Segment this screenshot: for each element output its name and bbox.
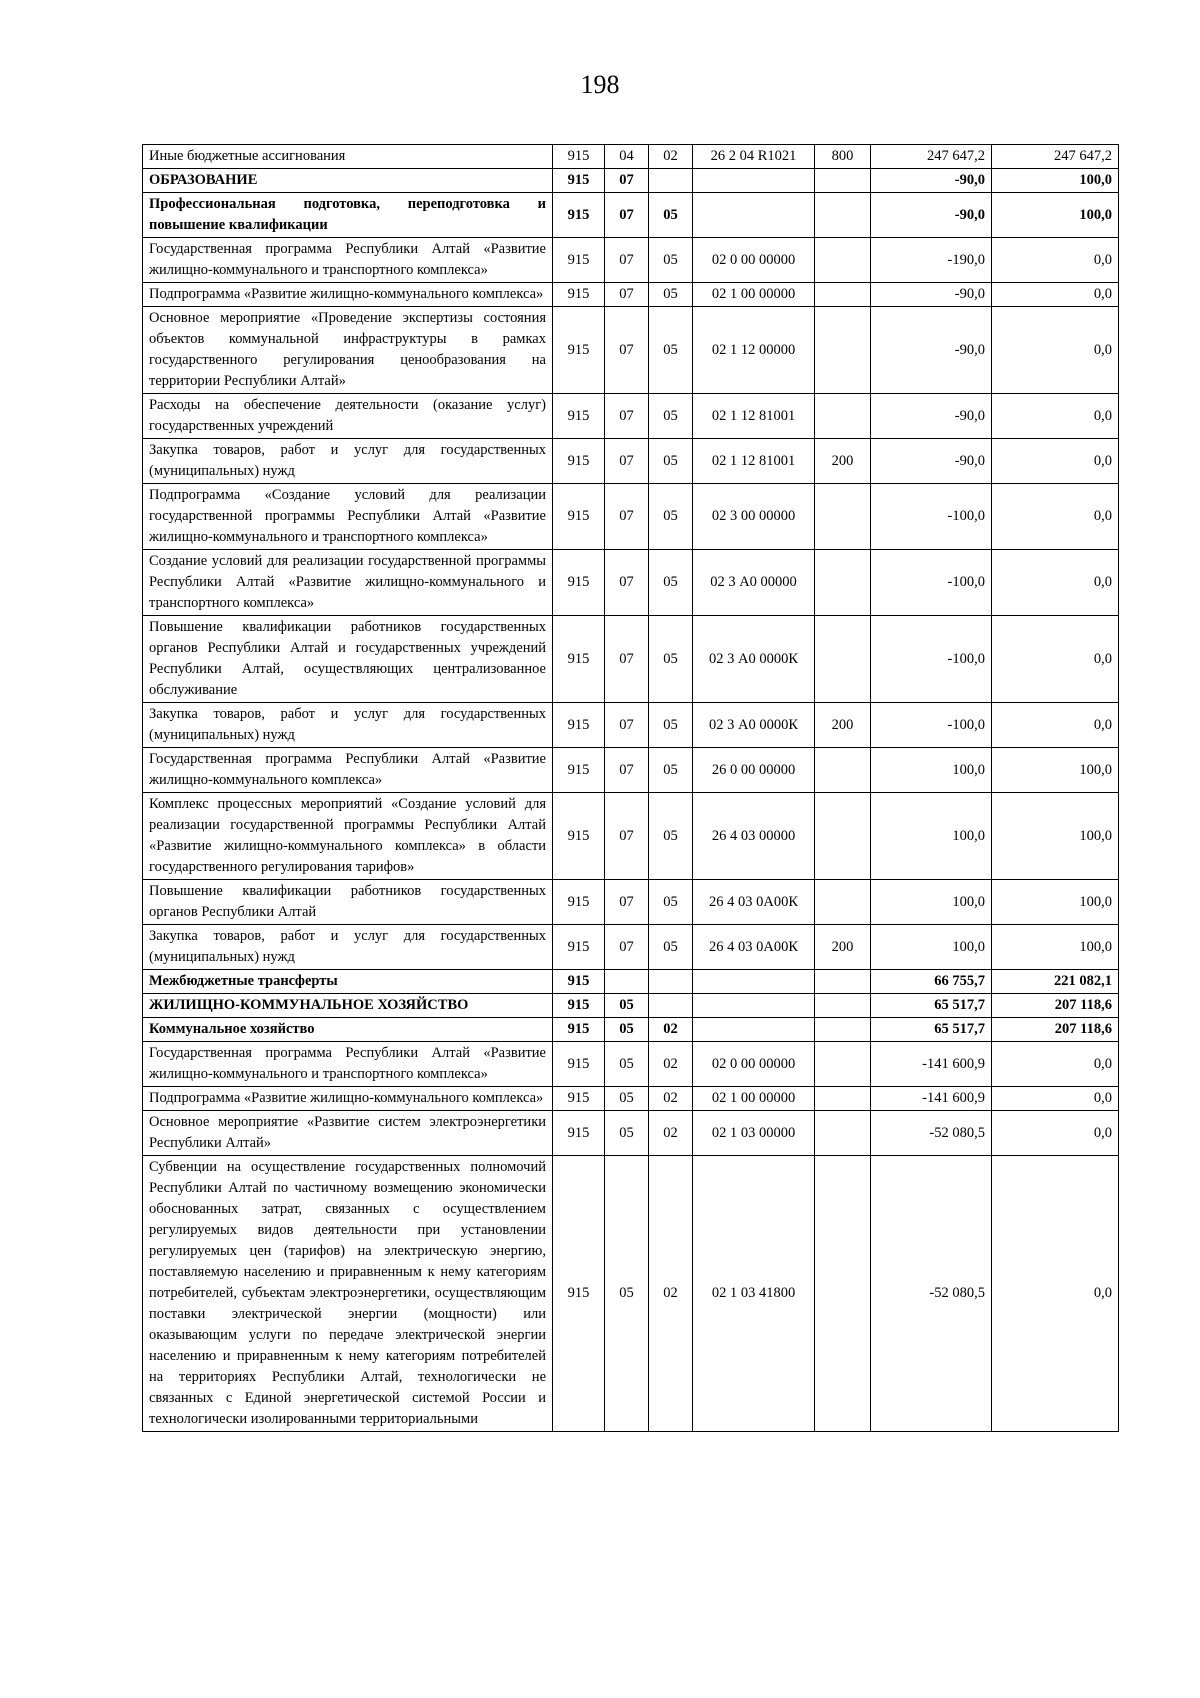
cell-subsection: 02 xyxy=(649,1018,693,1042)
cell-section: 05 xyxy=(605,994,649,1018)
cell-amount-2: 0,0 xyxy=(992,439,1119,484)
row-name: Основное мероприятие «Проведение экспертизы состояния объектов коммунальной инфраструктуры в рамках государственного регулирования ценообразования на территории Республики Алтай» xyxy=(143,307,553,394)
cell-amount-2: 0,0 xyxy=(992,616,1119,703)
cell-target-article xyxy=(693,1018,815,1042)
cell-subsection xyxy=(649,994,693,1018)
table-row xyxy=(143,307,1119,394)
cell-amount-1: -100,0 xyxy=(871,550,992,616)
cell-section: 07 xyxy=(605,283,649,307)
page-number: 198 xyxy=(580,70,620,99)
cell-section: 04 xyxy=(605,145,649,169)
table-row xyxy=(143,748,1119,793)
cell-amount-1: 100,0 xyxy=(871,880,992,925)
cell-expense-type xyxy=(815,1156,871,1432)
cell-target-article xyxy=(693,970,815,994)
cell-amount-2: 221 082,1 xyxy=(992,970,1119,994)
cell-expense-type xyxy=(815,283,871,307)
cell-amount-2: 247 647,2 xyxy=(992,145,1119,169)
row-name: Расходы на обеспечение деятельности (оказание услуг) государственных учреждений xyxy=(143,394,553,439)
row-name: Иные бюджетные ассигнования xyxy=(143,145,553,169)
row-name: Основное мероприятие «Развитие систем электроэнергетики Республики Алтай» xyxy=(143,1111,553,1156)
cell-subsection: 05 xyxy=(649,439,693,484)
cell-target-article: 02 3 А0 0000К xyxy=(693,616,815,703)
cell-amount-1: -100,0 xyxy=(871,703,992,748)
cell-subsection: 05 xyxy=(649,880,693,925)
cell-expense-type xyxy=(815,169,871,193)
cell-amount-1: 65 517,7 xyxy=(871,994,992,1018)
cell-ved: 915 xyxy=(553,145,605,169)
row-name: ОБРАЗОВАНИЕ xyxy=(143,169,553,193)
cell-subsection: 05 xyxy=(649,925,693,970)
cell-amount-2: 207 118,6 xyxy=(992,994,1119,1018)
cell-amount-1: 100,0 xyxy=(871,925,992,970)
cell-amount-2: 100,0 xyxy=(992,748,1119,793)
cell-section: 07 xyxy=(605,394,649,439)
cell-ved: 915 xyxy=(553,748,605,793)
cell-subsection: 05 xyxy=(649,793,693,880)
cell-amount-1: -141 600,9 xyxy=(871,1042,992,1087)
cell-expense-type: 200 xyxy=(815,703,871,748)
row-name: Государственная программа Республики Алтай «Развитие жилищно-коммунального и транспортного комплекса» xyxy=(143,238,553,283)
cell-ved: 915 xyxy=(553,970,605,994)
cell-expense-type xyxy=(815,748,871,793)
cell-subsection: 05 xyxy=(649,283,693,307)
cell-section: 07 xyxy=(605,193,649,238)
row-name: Создание условий для реализации государственной программы Республики Алтай «Развитие жилищно-коммунального и транспортного комплекса» xyxy=(143,550,553,616)
cell-amount-2: 100,0 xyxy=(992,193,1119,238)
cell-section: 07 xyxy=(605,238,649,283)
cell-amount-2: 100,0 xyxy=(992,169,1119,193)
cell-ved: 915 xyxy=(553,925,605,970)
cell-expense-type xyxy=(815,1018,871,1042)
table-row xyxy=(143,1156,1119,1432)
row-name: Коммунальное хозяйство xyxy=(143,1018,553,1042)
table-row xyxy=(143,970,1119,994)
cell-amount-1: -100,0 xyxy=(871,484,992,550)
cell-subsection: 02 xyxy=(649,145,693,169)
cell-expense-type xyxy=(815,970,871,994)
row-name: Подпрограмма «Создание условий для реализации государственной программы Республики Алтай «Развитие жилищно-коммунального и транспортного комплекса» xyxy=(143,484,553,550)
cell-ved: 915 xyxy=(553,169,605,193)
cell-expense-type: 200 xyxy=(815,925,871,970)
table-row xyxy=(143,484,1119,550)
cell-target-article: 02 1 12 81001 xyxy=(693,439,815,484)
table-row xyxy=(143,1111,1119,1156)
cell-amount-1: -90,0 xyxy=(871,394,992,439)
table-row xyxy=(143,994,1119,1018)
cell-expense-type xyxy=(815,616,871,703)
cell-target-article: 02 1 12 81001 xyxy=(693,394,815,439)
row-name: Закупка товаров, работ и услуг для государственных (муниципальных) нужд xyxy=(143,439,553,484)
cell-target-article: 02 3 А0 0000К xyxy=(693,703,815,748)
table-row xyxy=(143,283,1119,307)
cell-subsection: 02 xyxy=(649,1111,693,1156)
table-body xyxy=(143,145,1119,1432)
row-name: Подпрограмма «Развитие жилищно-коммунального комплекса» xyxy=(143,283,553,307)
row-name: Подпрограмма «Развитие жилищно-коммунального комплекса» xyxy=(143,1087,553,1111)
cell-amount-1: 100,0 xyxy=(871,748,992,793)
cell-amount-1: -141 600,9 xyxy=(871,1087,992,1111)
cell-target-article xyxy=(693,994,815,1018)
cell-amount-1: 100,0 xyxy=(871,793,992,880)
cell-ved: 915 xyxy=(553,1111,605,1156)
cell-expense-type xyxy=(815,484,871,550)
cell-subsection: 05 xyxy=(649,307,693,394)
row-name: Закупка товаров, работ и услуг для государственных (муниципальных) нужд xyxy=(143,925,553,970)
table-row xyxy=(143,616,1119,703)
cell-expense-type xyxy=(815,394,871,439)
cell-section: 07 xyxy=(605,748,649,793)
cell-ved: 915 xyxy=(553,994,605,1018)
cell-subsection: 02 xyxy=(649,1042,693,1087)
cell-amount-2: 0,0 xyxy=(992,1087,1119,1111)
cell-target-article: 26 4 03 0А00К xyxy=(693,925,815,970)
cell-section: 07 xyxy=(605,925,649,970)
cell-target-article: 26 0 00 00000 xyxy=(693,748,815,793)
cell-ved: 915 xyxy=(553,193,605,238)
cell-ved: 915 xyxy=(553,880,605,925)
cell-ved: 915 xyxy=(553,1018,605,1042)
table-row xyxy=(143,1042,1119,1087)
cell-amount-1: -90,0 xyxy=(871,307,992,394)
cell-amount-2: 0,0 xyxy=(992,703,1119,748)
table-row xyxy=(143,169,1119,193)
cell-section: 05 xyxy=(605,1087,649,1111)
cell-target-article xyxy=(693,193,815,238)
cell-amount-1: 247 647,2 xyxy=(871,145,992,169)
cell-section: 05 xyxy=(605,1042,649,1087)
cell-expense-type xyxy=(815,1111,871,1156)
row-name: Закупка товаров, работ и услуг для государственных (муниципальных) нужд xyxy=(143,703,553,748)
cell-subsection xyxy=(649,169,693,193)
cell-amount-2: 100,0 xyxy=(992,793,1119,880)
cell-subsection: 05 xyxy=(649,238,693,283)
row-name: Профессиональная подготовка, переподготовка и повышение квалификации xyxy=(143,193,553,238)
cell-ved: 915 xyxy=(553,307,605,394)
cell-section: 05 xyxy=(605,1111,649,1156)
cell-target-article: 02 1 03 41800 xyxy=(693,1156,815,1432)
table-row xyxy=(143,1018,1119,1042)
cell-ved: 915 xyxy=(553,283,605,307)
cell-ved: 915 xyxy=(553,616,605,703)
cell-target-article: 02 1 12 00000 xyxy=(693,307,815,394)
cell-section: 07 xyxy=(605,484,649,550)
cell-target-article: 02 0 00 00000 xyxy=(693,1042,815,1087)
row-name: ЖИЛИЩНО-КОММУНАЛЬНОЕ ХОЗЯЙСТВО xyxy=(143,994,553,1018)
cell-amount-1: -90,0 xyxy=(871,283,992,307)
cell-expense-type xyxy=(815,238,871,283)
cell-expense-type xyxy=(815,307,871,394)
cell-amount-1: -90,0 xyxy=(871,169,992,193)
table-row xyxy=(143,880,1119,925)
row-name: Повышение квалификации работников государственных органов Республики Алтай xyxy=(143,880,553,925)
cell-amount-2: 0,0 xyxy=(992,1111,1119,1156)
cell-amount-2: 100,0 xyxy=(992,925,1119,970)
table-row xyxy=(143,145,1119,169)
cell-amount-1: -52 080,5 xyxy=(871,1156,992,1432)
cell-section: 05 xyxy=(605,1018,649,1042)
cell-ved: 915 xyxy=(553,238,605,283)
cell-target-article: 02 0 00 00000 xyxy=(693,238,815,283)
cell-subsection: 05 xyxy=(649,748,693,793)
row-name: Субвенции на осуществление государственных полномочий Республики Алтай по частичному возмещению экономически обоснованных затрат, связанных с осуществлением регулируемых видов деятельности при установлении регулируемых цен (тарифов) на электрическую энергию, поставляемую населению и приравненным к нему категориям потребителей, субъектам электроэнергетики, осуществляющим поставки электрической энергии (мощности) или оказывающим услуги по передаче электрической энергии населению и приравненным к нему категориям потребителей на территориях Республики Алтай, технологически не связанных с Единой энергетической системой России и технологически изолированными территориальными xyxy=(143,1156,553,1432)
cell-amount-1: -90,0 xyxy=(871,439,992,484)
cell-subsection xyxy=(649,970,693,994)
row-name: Государственная программа Республики Алтай «Развитие жилищно-коммунального комплекса» xyxy=(143,748,553,793)
cell-target-article xyxy=(693,169,815,193)
cell-section: 07 xyxy=(605,169,649,193)
cell-ved: 915 xyxy=(553,793,605,880)
cell-ved: 915 xyxy=(553,484,605,550)
cell-section: 07 xyxy=(605,307,649,394)
cell-ved: 915 xyxy=(553,550,605,616)
cell-expense-type xyxy=(815,1042,871,1087)
cell-amount-1: -90,0 xyxy=(871,193,992,238)
cell-ved: 915 xyxy=(553,439,605,484)
cell-amount-2: 0,0 xyxy=(992,394,1119,439)
cell-subsection: 02 xyxy=(649,1087,693,1111)
cell-target-article: 26 2 04 R1021 xyxy=(693,145,815,169)
cell-amount-1: -52 080,5 xyxy=(871,1111,992,1156)
table-row xyxy=(143,193,1119,238)
cell-section: 05 xyxy=(605,1156,649,1432)
cell-subsection: 05 xyxy=(649,193,693,238)
cell-section: 07 xyxy=(605,616,649,703)
cell-ved: 915 xyxy=(553,703,605,748)
cell-expense-type: 200 xyxy=(815,439,871,484)
cell-amount-2: 0,0 xyxy=(992,238,1119,283)
cell-expense-type: 800 xyxy=(815,145,871,169)
cell-section: 07 xyxy=(605,439,649,484)
cell-amount-2: 0,0 xyxy=(992,283,1119,307)
cell-section: 07 xyxy=(605,880,649,925)
cell-amount-2: 0,0 xyxy=(992,307,1119,394)
cell-amount-2: 0,0 xyxy=(992,550,1119,616)
cell-expense-type xyxy=(815,1087,871,1111)
table-row xyxy=(143,238,1119,283)
table-row xyxy=(143,1087,1119,1111)
cell-section: 07 xyxy=(605,703,649,748)
cell-section: 07 xyxy=(605,550,649,616)
cell-amount-2: 207 118,6 xyxy=(992,1018,1119,1042)
cell-target-article: 02 1 00 00000 xyxy=(693,1087,815,1111)
cell-subsection: 05 xyxy=(649,484,693,550)
cell-amount-1: -100,0 xyxy=(871,616,992,703)
cell-subsection: 05 xyxy=(649,703,693,748)
cell-amount-1: 66 755,7 xyxy=(871,970,992,994)
cell-amount-2: 0,0 xyxy=(992,1042,1119,1087)
row-name: Комплекс процессных мероприятий «Создание условий для реализации государственной программы Республики Алтай «Развитие жилищно-коммунального комплекса» в области государственного регулирования тарифов» xyxy=(143,793,553,880)
cell-expense-type xyxy=(815,994,871,1018)
cell-ved: 915 xyxy=(553,1156,605,1432)
cell-subsection: 05 xyxy=(649,616,693,703)
cell-amount-2: 100,0 xyxy=(992,880,1119,925)
cell-amount-1: 65 517,7 xyxy=(871,1018,992,1042)
row-name: Государственная программа Республики Алтай «Развитие жилищно-коммунального и транспортного комплекса» xyxy=(143,1042,553,1087)
cell-subsection: 05 xyxy=(649,550,693,616)
cell-target-article: 26 4 03 00000 xyxy=(693,793,815,880)
cell-ved: 915 xyxy=(553,394,605,439)
row-name: Повышение квалификации работников государственных органов Республики Алтай и государственных учреждений Республики Алтай, осуществляющих централизованное обслуживание xyxy=(143,616,553,703)
cell-target-article: 02 3 А0 00000 xyxy=(693,550,815,616)
table-row xyxy=(143,550,1119,616)
cell-ved: 915 xyxy=(553,1042,605,1087)
table-row xyxy=(143,925,1119,970)
cell-target-article: 26 4 03 0А00К xyxy=(693,880,815,925)
cell-target-article: 02 3 00 00000 xyxy=(693,484,815,550)
table-row xyxy=(143,703,1119,748)
table-row xyxy=(143,793,1119,880)
table-row xyxy=(143,439,1119,484)
cell-amount-1: -190,0 xyxy=(871,238,992,283)
cell-expense-type xyxy=(815,193,871,238)
table-row xyxy=(143,394,1119,439)
cell-expense-type xyxy=(815,880,871,925)
cell-section xyxy=(605,970,649,994)
cell-expense-type xyxy=(815,550,871,616)
cell-subsection: 02 xyxy=(649,1156,693,1432)
cell-section: 07 xyxy=(605,793,649,880)
cell-ved: 915 xyxy=(553,1087,605,1111)
cell-subsection: 05 xyxy=(649,394,693,439)
cell-amount-2: 0,0 xyxy=(992,1156,1119,1432)
row-name: Межбюджетные трансферты xyxy=(143,970,553,994)
cell-amount-2: 0,0 xyxy=(992,484,1119,550)
cell-expense-type xyxy=(815,793,871,880)
cell-target-article: 02 1 00 00000 xyxy=(693,283,815,307)
cell-target-article: 02 1 03 00000 xyxy=(693,1111,815,1156)
budget-table xyxy=(142,144,1119,1432)
